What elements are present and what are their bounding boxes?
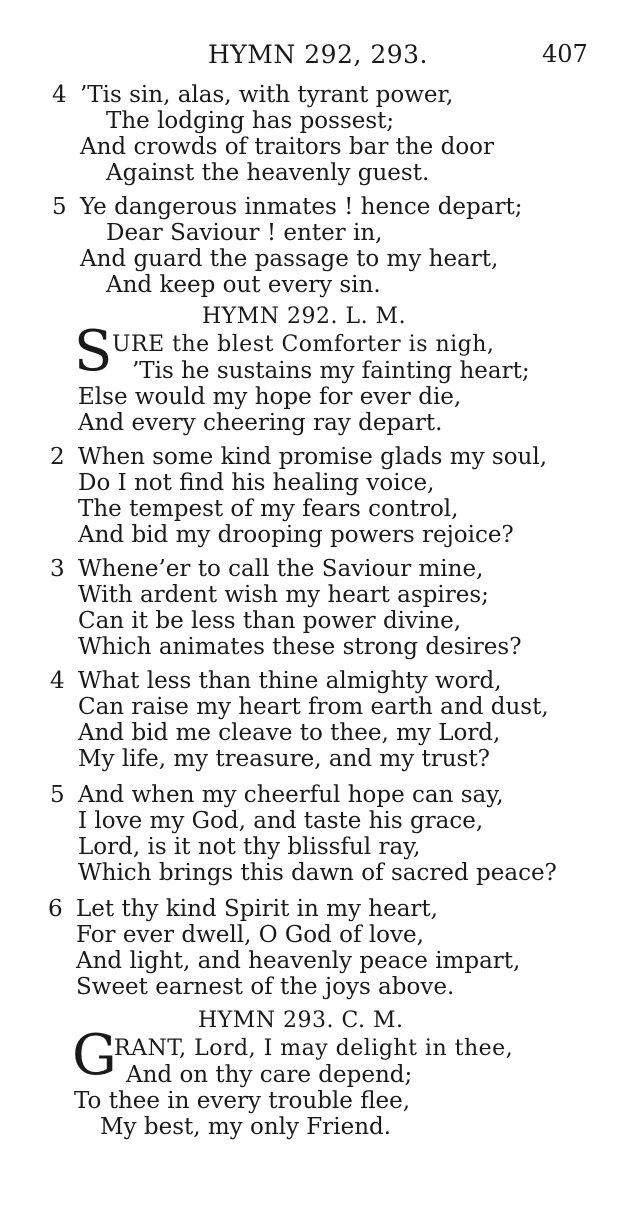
verse-line: Which brings this dawn of sacred peace?	[78, 860, 557, 886]
verse-line: Can it be less than power divine,	[78, 608, 462, 634]
stanza-number: 4	[50, 668, 65, 694]
stanza-number: 2	[50, 444, 65, 470]
verse-line: Do I not find his healing voice,	[78, 470, 435, 496]
verse-line: RANT, Lord, I may delight in thee,	[114, 1036, 514, 1061]
verse-line: Dear Saviour ! enter in,	[106, 220, 383, 246]
verse-line: Let thy kind Spirit in my heart,	[76, 896, 438, 922]
drop-cap: S	[74, 319, 113, 384]
verse-line: And bid my drooping powers rejoice?	[78, 522, 514, 548]
verse-line: And guard the passage to my heart,	[80, 246, 499, 272]
verse-line: My life, my treasure, and my trust?	[78, 746, 490, 772]
verse-line: And keep out every sin.	[106, 272, 381, 298]
verse-line: And every cheering ray depart.	[78, 410, 443, 436]
verse-line: And on thy care depend;	[126, 1062, 413, 1088]
verse-line: I love my God, and taste his grace,	[78, 808, 484, 834]
verse-line: ’Tis sin, alas, with tyrant power,	[80, 82, 454, 108]
stanza-number: 5	[50, 782, 65, 808]
page-number: 407	[542, 40, 588, 68]
stanza-number: 4	[52, 82, 67, 108]
verse-line: Against the heavenly guest.	[106, 160, 430, 186]
verse-line: For ever dwell, O God of love,	[76, 922, 424, 948]
drop-cap: G	[72, 1023, 117, 1088]
verse-line: To thee in every trouble flee,	[74, 1088, 411, 1114]
verse-line: Whene’er to call the Saviour mine,	[78, 556, 484, 582]
stanza-number: 6	[48, 896, 63, 922]
verse-line: Else would my hope for ever die,	[78, 384, 462, 410]
verse-line: Sweet earnest of the joys above.	[76, 974, 455, 1000]
stanza-number: 5	[52, 194, 67, 220]
verse-line: Can raise my heart from earth and dust,	[78, 694, 549, 720]
verse-line: And light, and heavenly peace impart,	[76, 948, 521, 974]
verse-line: And crowds of traitors bar the door	[80, 134, 495, 160]
header-title: HYMN 292, 293.	[208, 40, 429, 69]
stanza-number: 3	[50, 556, 65, 582]
hymn-title: HYMN 292. L. M.	[202, 304, 407, 329]
verse-line: URE the blest Comforter is nigh,	[112, 332, 495, 357]
verse-line: And bid me cleave to thee, my Lord,	[78, 720, 501, 746]
verse-line: When some kind promise glads my soul,	[78, 444, 548, 470]
running-header	[0, 38, 640, 74]
verse-line: And when my cheerful hope can say,	[78, 782, 504, 808]
verse-line: The lodging has possest;	[106, 108, 395, 134]
verse-line: ’Tis he sustains my fainting heart;	[132, 358, 530, 384]
verse-line: Which animates these strong desires?	[78, 634, 522, 660]
verse-line: My best, my only Friend.	[100, 1114, 392, 1140]
verse-line: What less than thine almighty word,	[78, 668, 502, 694]
hymn-title: HYMN 293. C. M.	[198, 1008, 404, 1033]
verse-line: Ye dangerous inmates ! hence depart;	[80, 194, 523, 220]
verse-line: With ardent wish my heart aspires;	[78, 582, 489, 608]
verse-line: The tempest of my fears control,	[78, 496, 459, 522]
verse-line: Lord, is it not thy blissful ray,	[78, 834, 421, 860]
